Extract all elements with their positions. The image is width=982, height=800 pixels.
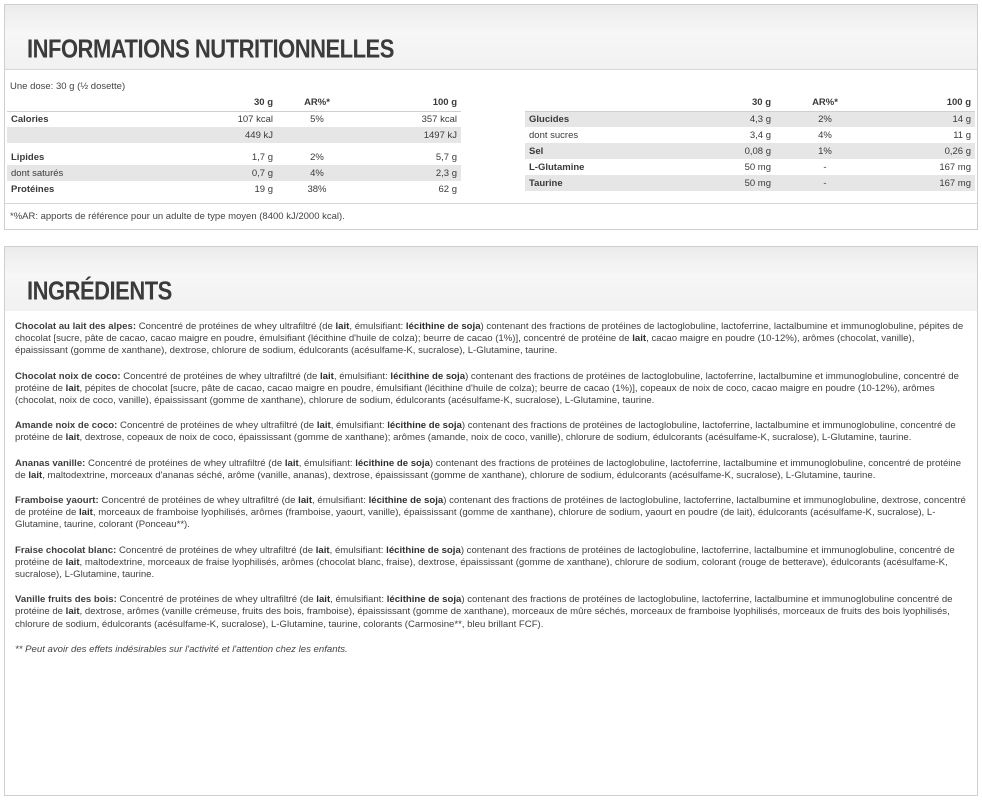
table-header-row [525,95,975,111]
column-header-30g: 30 g [167,95,277,111]
nutrition-header [5,5,977,69]
nutrition-table-left [7,95,461,197]
table-row: Taurine 50 mg - 167 mg [525,175,975,191]
table-row: Lipides 1,7 g 2% 5,7 g [11,151,457,163]
ingredients-header [5,247,977,311]
ingredient-paragraph: Chocolat noix de coco: Concentré de protéines de whey ultrafiltré (de lait, émulsifiant: lécithine de soja) contenant des fractions de protéines de lactoglobuline, lactoferrine, lactalbumine et immunoglobuline, concentré de protéine de lait, pépites de chocolat [sucre, pâte de cacao, cacao maigre en poudre, émulsifiant (lécithine d'huile de colza); beurre de cacao (1%)], copeaux de noix de coco, cacao maigre en poudre (10-12%), arômes (chocolat, noix de coco, vanille), épaississant (gomme de xanthane), chlorure de sodium, édulcorants (acésulfame-K, sucralose), L-Glutamine, taurine. [15,370,959,407]
ingredients-panel [4,246,978,796]
nutrition-table-right [525,95,975,191]
table-row: L-Glutamine 50 mg - 167 mg [529,161,971,173]
table-row: dont saturés 0,7 g 4% 2,3 g [7,165,461,181]
table-row: 449 kJ 1497 kJ [7,127,461,143]
ingredient-paragraph: Amande noix de coco: Concentré de protéines de whey ultrafiltré (de lait, émulsifiant: lécithine de soja) contenant des fractions de protéines de lactoglobuline, lactoferrine, lactalbumine et immunoglobuline, concentré de protéine de lait, dextrose, copeaux de noix de coco, épaississant (gomme de xanthane); arômes (amande, noix de coco, vanille), chlorure de sodium, édulcorants (acésulfame-K, sucralose), L-Glutamine, taurine. [15,420,956,444]
nutrition-body [5,69,977,229]
nutrition-title: INFORMATIONS NUTRITIONNELLES [27,33,394,64]
ingredients-body [5,311,977,795]
ingredient-paragraph: Framboise yaourt: Concentré de protéines de whey ultrafiltré (de lait, émulsifiant: lécithine de soja) contenant des fractions de protéines de lactoglobuline, lactoferrine, lactalbumine et immunoglobuline, dextrose, concentré de protéine de lait, morceaux de framboise lyophilisés, arômes (framboise, yaourt, vanille), épaississant (gomme de xanthane), chlorure de sodium, yaourt en poudre (de lait), édulcorants (acésulfame-K, sucralose), L-Glutamine, taurine, colorant (Ponceau**). [15,495,966,531]
ingredient-paragraph: Fraise chocolat blanc: Concentré de protéines de whey ultrafiltré (de lait, émulsifiant: lécithine de soja) contenant des fractions de protéines de lactoglobuline, lactoferrine, lactalbumine et immunoglobuline, concentré de protéine de lait, maltodextrine, morceaux de fraise lyophilisés, arômes (chocolat blanc, fraise), dextrose, épaississant (gomme de xanthane), chlorure de sodium, colorant (rouge de betterave), édulcorants (acésulfame-K, sucralose), L-Glutamine, taurine. [15,544,955,581]
column-header-100g: 100 g [875,95,975,111]
table-header-row [7,95,461,111]
ingredient-paragraph: Ananas vanille: Concentré de protéines de whey ultrafiltré (de lait, émulsifiant: lécithine de soja) contenant des fractions de protéines de lactoglobuline, lactoferrine, lactalbumine et immunoglobuline, concentré de protéine de lait, maltodextrine, morceaux d'ananas séché, arôme (vanille, ananas), dextrose, épaississant (gomme de xanthane), chlorure de sodium, édulcorants (acésulfame-K, sucralose), L-Glutamine, taurine. [15,457,962,481]
column-header-30g: 30 g [675,95,775,111]
table-row: dont sucres 3,4 g 4% 11 g [529,129,971,141]
column-header-100g: 100 g [357,95,461,111]
nutrition-panel [4,4,978,230]
table-row: Calories 107 kcal 5% 357 kcal [11,113,457,125]
table-row: Protéines 19 g 38% 62 g [11,183,457,195]
warning-note: ** Peut avoir des effets indésirables sur l'activité et l'attention chez les enfants. [15,643,348,655]
column-header-ar: AR%* [775,95,875,111]
table-row: Sel 0,08 g 1% 0,26 g [525,143,975,159]
table-row: Glucides 4,3 g 2% 14 g [525,111,975,127]
ingredient-paragraph: Chocolat au lait des alpes: Concentré de protéines de whey ultrafiltré (de lait, émulsifiant: lécithine de soja) contenant des fractions de protéines de lactoglobuline, lactoferrine, lactalbumine et immunoglobuline, pépites de chocolat [sucre, pâte de cacao, cacao maigre en poudre, émulsifiant (lécithine d'huile de colza); beurre de cacao (1%)], concentré de protéine de lait, cacao maigre en poudre (10-12%), arômes (chocolat, vanille), épaississant (gomme de xanthane), dextrose, chlorure de sodium, édulcorants (acésulfame-K, sucralose), L-Glutamine, taurine. [15,321,964,357]
column-header-ar: AR%* [277,95,357,111]
dose-info: Une dose: 30 g (½ dosette) [10,81,126,92]
ingredients-title: INGRÉDIENTS [27,275,172,306]
ingredient-paragraph: Vanille fruits des bois: Concentré de protéines de whey ultrafiltré (de lait, émulsifiant: lécithine de soja) contenant des fractions de protéines de lactoglobuline, lactoferrine, lactalbumine et immunoglobuline concentré de protéine de lait, dextrose, arômes (vanille crémeuse, fruits des bois, framboise), épaississant (gomme de xanthane), morceaux de mûre séchés, morceaux de framboise lyophilisés, morceaux de fruits des bois lyophilisés, chlorure de sodium, édulcorants (acésulfame-K, sucralose), L-Glutamine, taurine, colorants (Carmosine**, bleu brillant FCF). [15,594,953,630]
divider [5,203,977,204]
reference-footnote: *%AR: apports de référence pour un adulte de type moyen (8400 kJ/2000 kcal). [10,211,345,222]
